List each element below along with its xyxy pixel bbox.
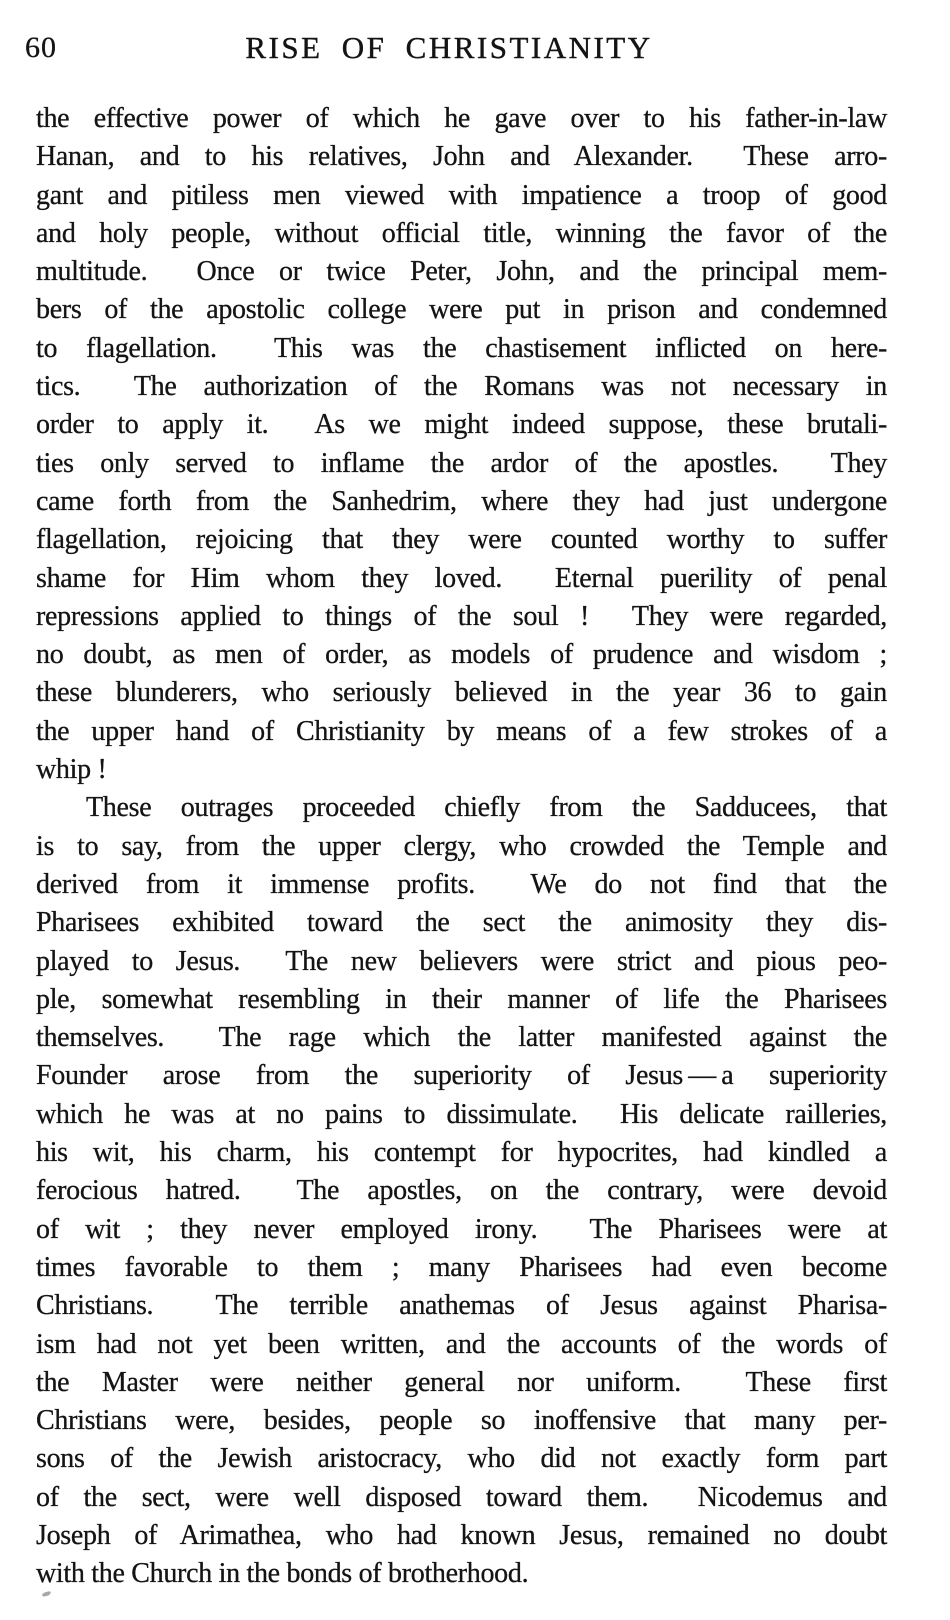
page-number: 60 xyxy=(25,31,57,64)
paragraph xyxy=(36,100,887,789)
text-line: derived from it immense profits. We do not find that the xyxy=(36,868,887,900)
text-line: ferocious hatred. The apostles, on the contrary, were devoid xyxy=(36,1175,887,1207)
text-line: with the Church in the bonds of brotherhood. xyxy=(36,1558,529,1590)
text-line: the effective power of which he gave over to his father-in-law xyxy=(36,103,887,134)
text-line: of wit ; they never employed irony. The Pharisees were at xyxy=(36,1213,887,1245)
text-line: of the sect, were well disposed toward them. Nicodemus and xyxy=(36,1481,887,1513)
text-line: his wit, his charm, his contempt for hypocrites, had kindled a xyxy=(36,1137,887,1169)
body-text xyxy=(36,100,887,1594)
text-line: gant and pitiless men viewed with impatience a troop of good xyxy=(36,179,887,211)
text-line: no doubt, as men of order, as models of prudence and wisdom ; xyxy=(36,639,887,671)
text-line: ties only served to inflame the ardor of the apostles. They xyxy=(36,447,887,479)
text-line: times favorable to them ; many Pharisees had even become xyxy=(36,1251,887,1283)
text-line: repressions applied to things of the soul ! They were regarded, xyxy=(36,600,887,632)
paragraph xyxy=(36,789,887,1593)
text-line: Christians were, besides, people so inoffensive that many per- xyxy=(36,1405,887,1437)
text-line: Joseph of Arimathea, who had known Jesus, remained no doubt xyxy=(36,1519,887,1551)
text-line: ple, somewhat resembling in their manner of life the Pharisees xyxy=(36,983,887,1015)
page-header xyxy=(25,27,887,69)
text-line: to flagellation. This was the chastisement inflicted on here- xyxy=(36,332,887,364)
text-line: themselves. The rage which the latter manifested against the xyxy=(36,1022,887,1054)
text-line: tics. The authorization of the Romans was not necessary in xyxy=(36,371,887,403)
text-line: Founder arose from the superiority of Jesus — a superiority xyxy=(36,1060,887,1092)
text-line: bers of the apostolic college were put in prison and condemned xyxy=(36,294,887,326)
text-line: sons of the Jewish aristocracy, who did not exactly form part xyxy=(36,1443,887,1475)
text-line: multitude. Once or twice Peter, John, and the principal mem- xyxy=(36,256,887,288)
text-line: Pharisees exhibited toward the sect the animosity they dis- xyxy=(36,907,887,939)
text-line: whip ! xyxy=(36,754,107,786)
text-line: played to Jesus. The new believers were strict and pious peo- xyxy=(36,945,887,977)
text-line: These outrages proceeded chiefly from the Sadducees, that xyxy=(86,792,887,824)
text-line: flagellation, rejoicing that they were counted worthy to suffer xyxy=(36,524,887,556)
text-line: Christians. The terrible anathemas of Jesus against Pharisa- xyxy=(36,1290,887,1322)
text-line: Hanan, and to his relatives, John and Alexander. These arro- xyxy=(36,141,887,173)
text-line: the Master were neither general nor uniform. These first xyxy=(36,1366,887,1398)
text-line: and holy people, without official title, winning the favor of the xyxy=(36,217,887,249)
text-line: the upper hand of Christianity by means of a few strokes of a xyxy=(36,715,887,747)
text-line: order to apply it. As we might indeed suppose, these brutali- xyxy=(36,409,887,441)
text-line: came forth from the Sanhedrim, where they had just undergone xyxy=(36,485,887,517)
text-line: which he was at no pains to dissimulate. His delicate railleries, xyxy=(36,1098,887,1130)
text-line: ism had not yet been written, and the accounts of the words of xyxy=(36,1328,887,1360)
text-line: these blunderers, who seriously believed in the year 36 to gain xyxy=(36,677,887,709)
text-line: shame for Him whom they loved. Eternal puerility of penal xyxy=(36,562,887,594)
running-head-title: RISE OF CHRISTIANITY xyxy=(245,30,653,65)
text-line: is to say, from the upper clergy, who crowded the Temple and xyxy=(36,830,887,862)
